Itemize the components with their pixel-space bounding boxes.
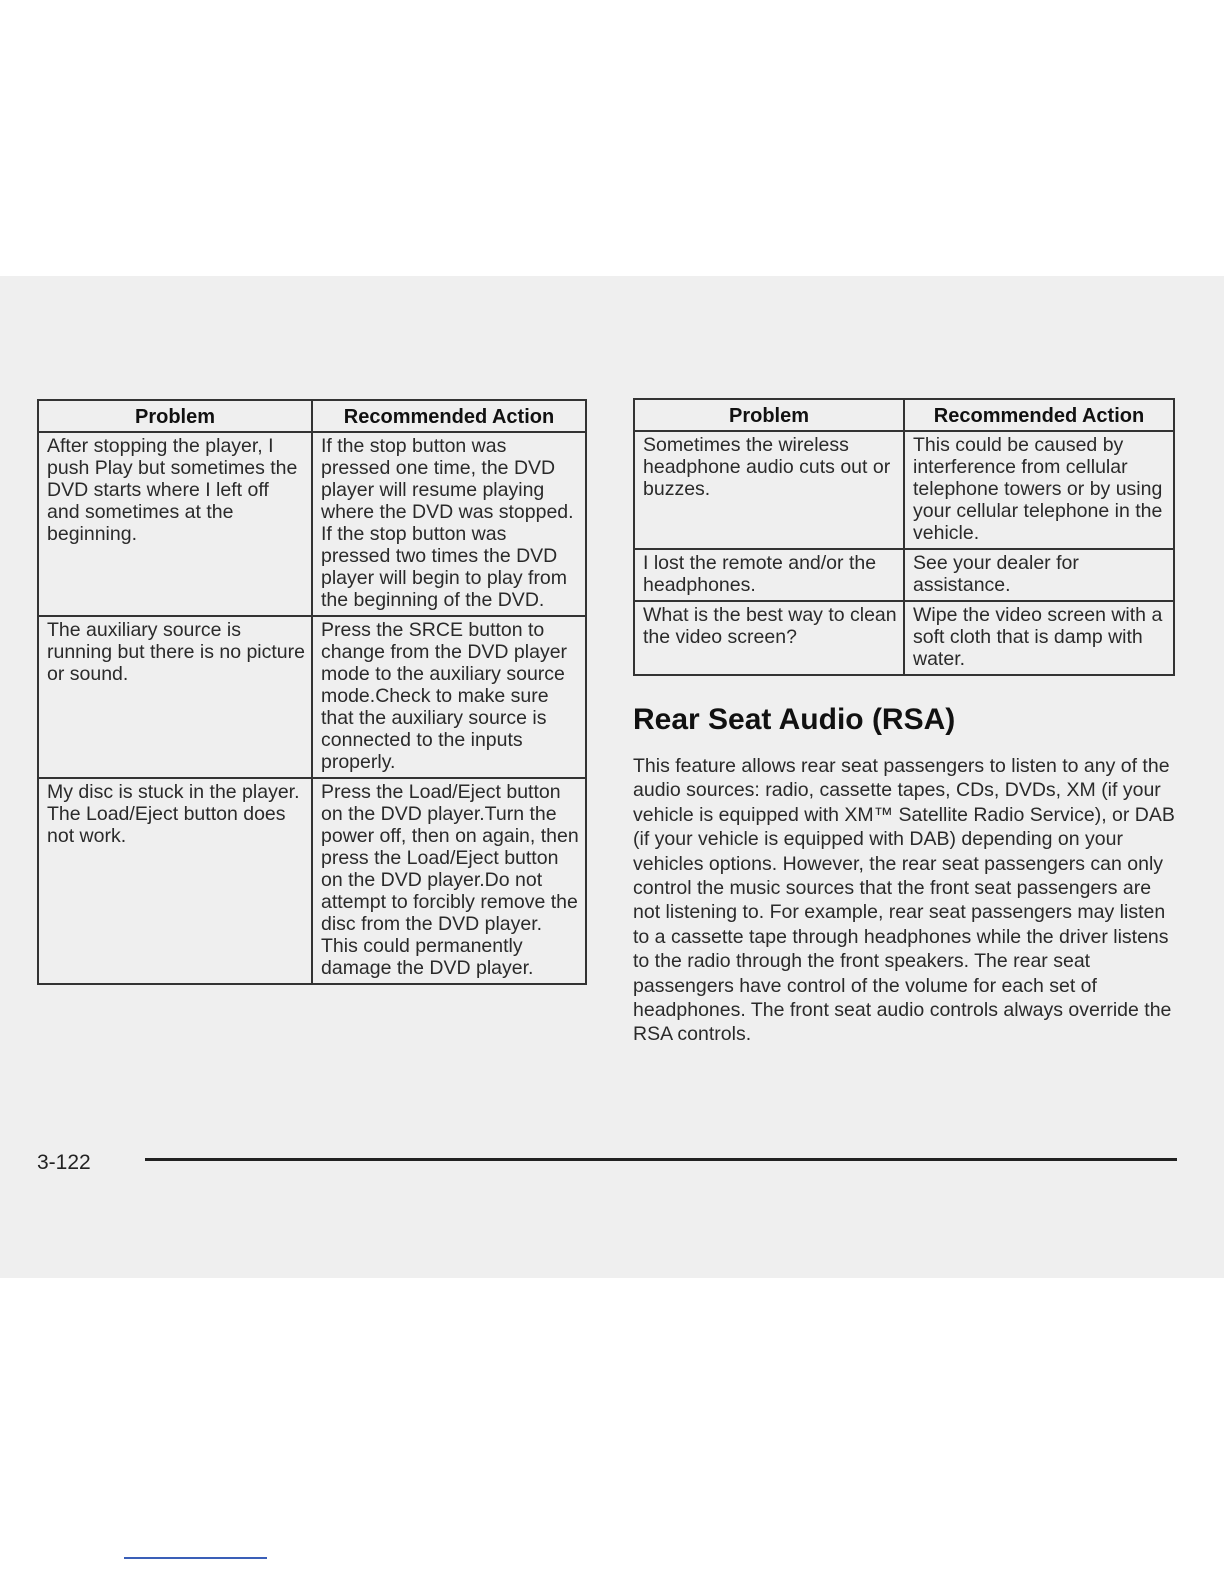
troubleshooting-table-right: [633, 398, 1175, 676]
action-cell: Press the Load/Eject button on the DVD player.Turn the power off, then on again, then press the Load/Eject button on the DVD player.Do not attempt to forcibly remove the disc from the DVD player. This could permanently damage the DVD player.: [312, 778, 586, 984]
recommended-action-header: Recommended Action: [904, 399, 1174, 431]
recommended-action-header: Recommended Action: [312, 400, 586, 432]
problem-header: Problem: [634, 399, 904, 431]
table-header-row: [634, 399, 1174, 431]
action-cell: Press the SRCE button to change from the DVD player mode to the auxiliary source mode.Check to make sure that the auxiliary source is connected to the inputs properly.: [312, 616, 586, 778]
table-row: [634, 601, 1174, 675]
problem-cell: What is the best way to clean the video screen?: [634, 601, 904, 675]
footer-rule: [145, 1158, 1177, 1161]
section-body-text: This feature allows rear seat passengers to listen to any of the audio sources: radio, cassette tapes, CDs, DVDs, XM (if your vehicle is equipped with XM™ Satellite Radio Service), or DAB (if your vehicle is equipped with DAB) depending on your vehicles options. However, the rear seat passengers can only control the music sources that the front seat passengers are not listening to. For example, rear seat passengers may listen to a cassette tape through headphones while the driver listens to the radio through the front speakers. The rear seat passengers have control of the volume for each set of headphones. The front seat audio controls always override the RSA controls.: [633, 755, 1175, 1046]
table-row: [38, 778, 586, 984]
problem-cell: Sometimes the wireless headphone audio cuts out or buzzes.: [634, 431, 904, 549]
action-cell: See your dealer for assistance.: [904, 549, 1174, 601]
troubleshooting-table-left: [37, 399, 587, 985]
section-heading: Rear Seat Audio (RSA): [633, 703, 956, 736]
page-number: 3-122: [37, 1151, 91, 1174]
problem-cell: My disc is stuck in the player. The Load/Eject button does not work.: [38, 778, 312, 984]
action-cell: Wipe the video screen with a soft cloth that is damp with water.: [904, 601, 1174, 675]
table-row: [634, 431, 1174, 549]
action-cell: If the stop button was pressed one time, the DVD player will resume playing where the DVD was stopped. If the stop button was pressed two times the DVD player will begin to play from the beginning of the DVD.: [312, 432, 586, 616]
problem-cell: The auxiliary source is running but there is no picture or sound.: [38, 616, 312, 778]
footer-link-underline: [124, 1557, 267, 1559]
table-row: [38, 616, 586, 778]
table-row: [634, 549, 1174, 601]
problem-cell: I lost the remote and/or the headphones.: [634, 549, 904, 601]
table-row: [38, 432, 586, 616]
action-cell: This could be caused by interference from cellular telephone towers or by using your cellular telephone in the vehicle.: [904, 431, 1174, 549]
table-header-row: [38, 400, 586, 432]
problem-header: Problem: [38, 400, 312, 432]
problem-cell: After stopping the player, I push Play but sometimes the DVD starts where I left off and sometimes at the beginning.: [38, 432, 312, 616]
